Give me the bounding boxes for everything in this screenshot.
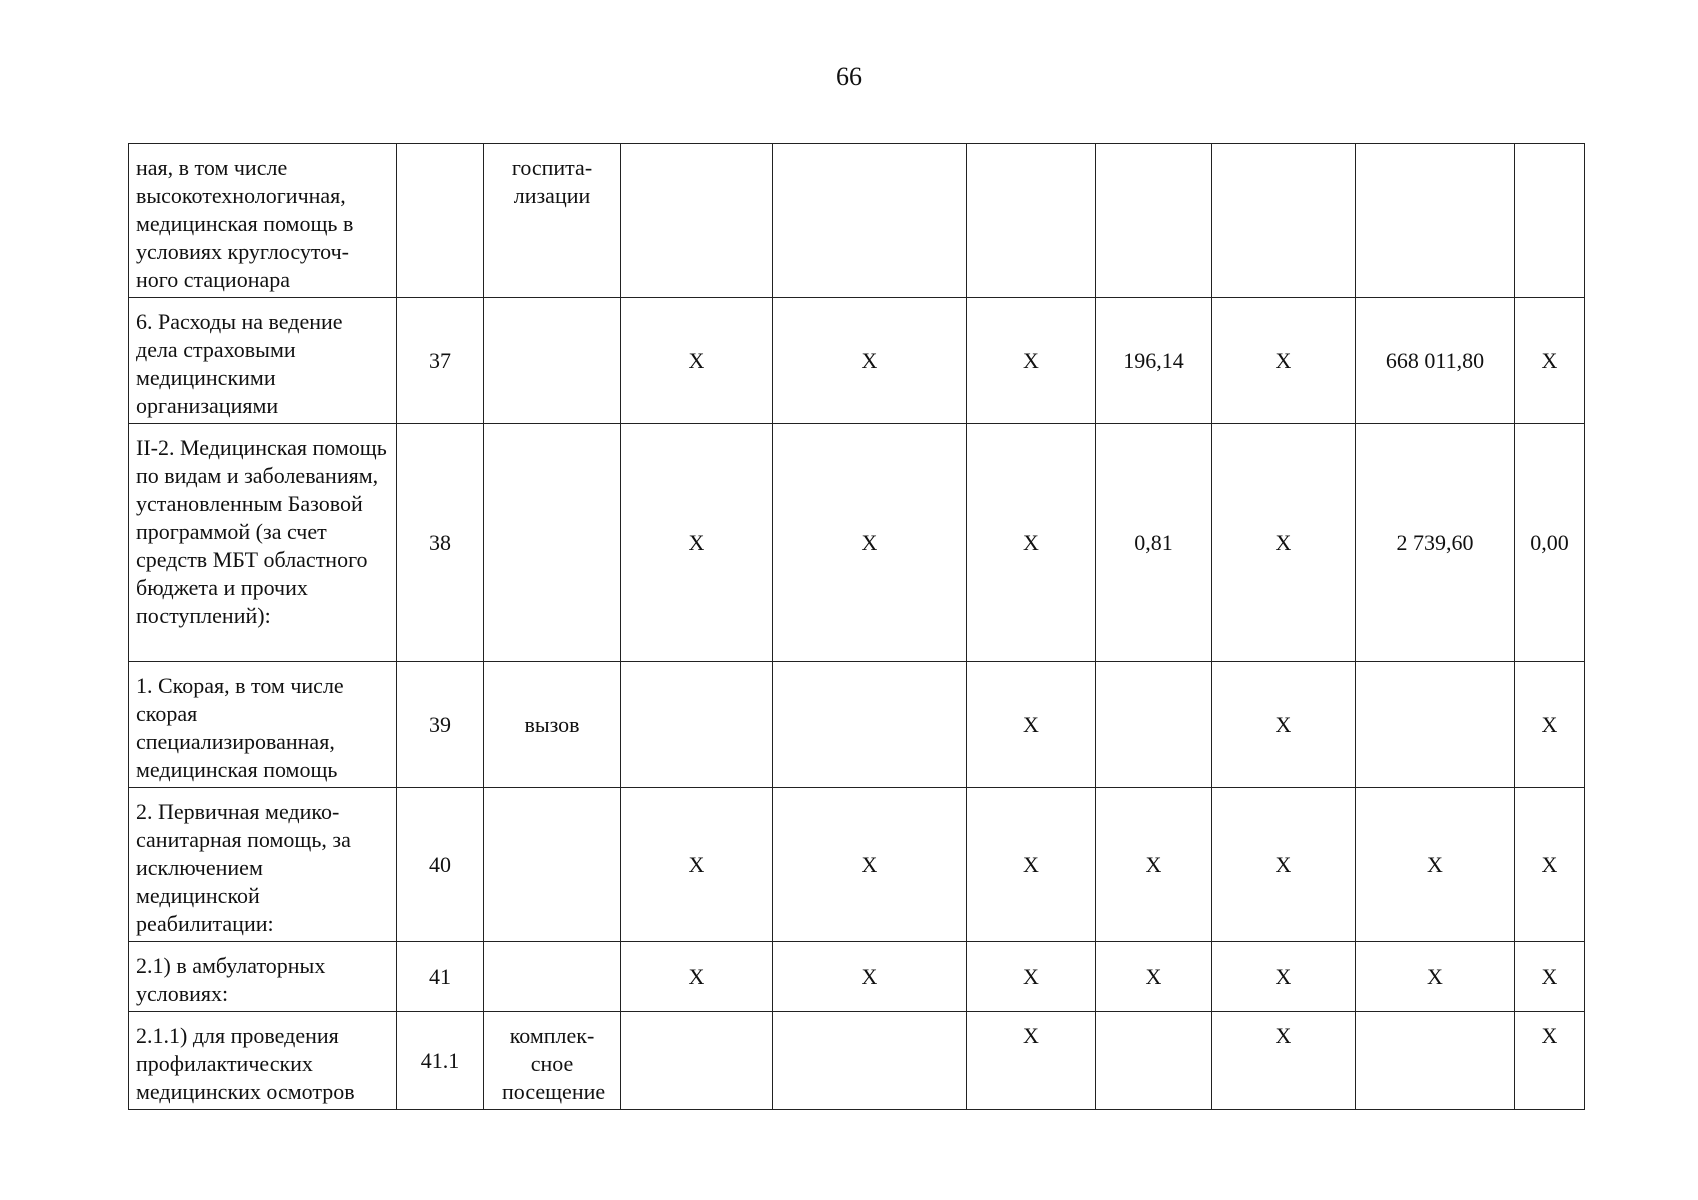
table-cell [1356, 1012, 1515, 1110]
row-unit: комплек-сное посещение [484, 1012, 621, 1110]
row-number: 37 [397, 298, 484, 424]
table-cell: X [1515, 1012, 1585, 1110]
table-cell [1356, 662, 1515, 788]
table-cell [1096, 144, 1212, 298]
table-row [129, 144, 1585, 298]
table-cell [1515, 144, 1585, 298]
table-cell [621, 662, 773, 788]
table-cell: X [1515, 942, 1585, 1012]
row-unit: госпита-лизации [484, 144, 621, 298]
row-unit [484, 788, 621, 942]
table-cell: X [1212, 1012, 1356, 1110]
table-cell: X [1515, 788, 1585, 942]
table-cell: X [773, 424, 967, 662]
table-cell [1096, 662, 1212, 788]
table-cell [621, 144, 773, 298]
table-cell: X [967, 424, 1096, 662]
table-row [129, 662, 1585, 788]
table-cell: X [1356, 942, 1515, 1012]
table-cell [1356, 144, 1515, 298]
table-row [129, 788, 1585, 942]
table-cell: X [773, 298, 967, 424]
table-cell: X [773, 942, 967, 1012]
table-cell [621, 1012, 773, 1110]
table-cell [773, 662, 967, 788]
table-row [129, 298, 1585, 424]
table-cell: X [967, 788, 1096, 942]
table-cell: X [1212, 788, 1356, 942]
table-cell: X [621, 788, 773, 942]
table-cell: X [1212, 298, 1356, 424]
page-number: 66 [836, 62, 862, 91]
row-unit [484, 424, 621, 662]
table-cell: X [621, 424, 773, 662]
row-number: 38 [397, 424, 484, 662]
table-cell [967, 144, 1096, 298]
table-cell: 196,14 [1096, 298, 1212, 424]
table-cell: X [967, 1012, 1096, 1110]
table-cell [1096, 1012, 1212, 1110]
table-cell: X [1212, 942, 1356, 1012]
row-number: 41.1 [397, 1012, 484, 1110]
row-name: ная, в том числе высокотехнологичная, медицинская помощь в условиях круглосуточ-ного стационара [129, 144, 397, 298]
row-unit: вызов [484, 662, 621, 788]
table-cell: X [967, 298, 1096, 424]
table-cell [773, 1012, 967, 1110]
table-cell: X [621, 298, 773, 424]
table-row [129, 1012, 1585, 1110]
row-name: 2. Первичная медико-санитарная помощь, за исключением медицинской реабилитации: [129, 788, 397, 942]
table-cell: X [967, 662, 1096, 788]
row-name: 2.1) в амбулаторных условиях: [129, 942, 397, 1012]
row-name: 6. Расходы на ведение дела страховыми медицинскими организациями [129, 298, 397, 424]
row-unit [484, 942, 621, 1012]
table-cell: X [967, 942, 1096, 1012]
row-name: 1. Скорая, в том числе скорая специализированная, медицинская помощь [129, 662, 397, 788]
table-row [129, 424, 1585, 662]
data-table [128, 143, 1585, 1110]
table-cell: X [1515, 298, 1585, 424]
row-number: 40 [397, 788, 484, 942]
row-name: II-2. Медицинская помощь по видам и заболеваниям, установленным Базовой программой (за счет средств МБТ областного бюджета и прочих поступлений): [129, 424, 397, 662]
table-cell: 668 011,80 [1356, 298, 1515, 424]
table-cell: 0,00 [1515, 424, 1585, 662]
row-name: 2.1.1) для проведения профилактических медицинских осмотров [129, 1012, 397, 1110]
table-cell: X [1356, 788, 1515, 942]
table-cell [773, 144, 967, 298]
row-number [397, 144, 484, 298]
row-number: 39 [397, 662, 484, 788]
table-cell: X [1096, 942, 1212, 1012]
table-cell: 0,81 [1096, 424, 1212, 662]
table-row [129, 942, 1585, 1012]
table-cell: X [621, 942, 773, 1012]
table-cell: X [1212, 424, 1356, 662]
table-cell [1212, 144, 1356, 298]
table-cell: X [1096, 788, 1212, 942]
table-cell: X [1515, 662, 1585, 788]
table-cell: X [1212, 662, 1356, 788]
row-number: 41 [397, 942, 484, 1012]
table-cell: 2 739,60 [1356, 424, 1515, 662]
table-cell: X [773, 788, 967, 942]
row-unit [484, 298, 621, 424]
